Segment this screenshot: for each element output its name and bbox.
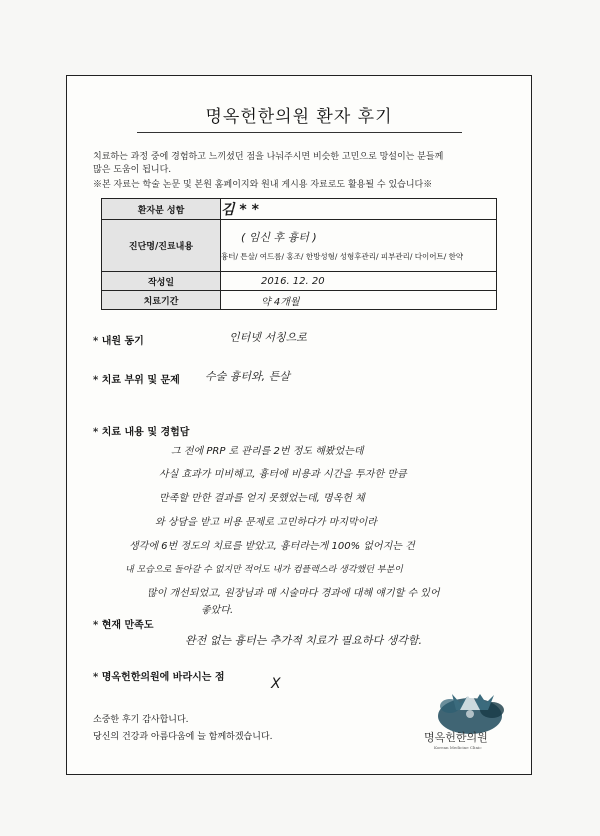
review-form [66,75,532,775]
period-value: 약 4개월 [221,291,497,310]
motivation-answer: 인터넷 서칭으로 [229,331,307,344]
experience-line-1: 그 전에 PRP 로 관리를 2번 정도 해봤었는데 [171,446,364,457]
treatment-area-answer: 수술 흉터와, 튼살 [205,370,290,383]
experience-line-4: 와 상담을 받고 비용 문제로 고민하다가 마지막이라 [155,517,377,528]
diagnosis-label: 진단명/진료내용 [102,220,221,272]
date-label: 작성일 [102,272,221,291]
experience-line-8: 좋았다. [201,605,234,616]
clinic-logo-subtitle: Korean Medicine Clinic [434,745,482,750]
motivation-label: * 내원 동기 [93,336,144,347]
closing-text: 당신의 건강과 아름다움에 늘 함께하겠습니다. [93,732,273,742]
clinic-logo-name: 명옥헌한의원 [424,731,488,744]
intro-line-2: 많은 도움이 됩니다. [93,165,172,175]
thanks-text: 소중한 후기 감사합니다. [93,715,189,725]
diagnosis-value: ( 임신 후 흉터 ) [241,231,317,244]
experience-line-6: 내 모습으로 돌아갈 수 없지만 적어도 내가 컴플렉스라 생각했던 부분이 [125,565,403,575]
intro-line-1: 치료하는 과정 중에 경험하고 느끼셨던 점을 나눠주시면 비슷한 고민으로 망설이는 분들께 [93,152,444,162]
date-value: 2016. 12. 20 [221,272,497,291]
patient-info-table [101,198,497,310]
satisfaction-label: * 현재 만족도 [93,620,154,631]
intro-notice: ※본 자료는 학술 논문 및 본원 홈페이지와 원내 게시용 자료로도 활용될 수 있습니다※ [93,180,433,190]
experience-line-3: 만족할 만한 결과를 얻지 못했었는데, 명옥헌 체 [159,493,365,504]
period-label: 치료기간 [102,291,221,310]
title-underline [137,132,462,133]
experience-label: * 치료 내용 및 경험담 [93,427,190,438]
name-value: 김 * * [221,199,497,220]
experience-line-5: 생각에 6번 정도의 치료를 받았고, 흉터라는게 100% 없어지는 건 [129,541,415,552]
form-title: 명옥헌한의원 환자 후기 [205,107,393,127]
satisfaction-answer: 완전 없는 흉터는 추가적 치료가 필요하다 생각함. [185,634,422,647]
diagnosis-options: 흉터/ 튼살/ 여드름/ 홍조/ 한방성형/ 성형후관리/ 피부관리/ 다이어트/ 한약 [221,252,464,261]
name-label: 환자분 성함 [102,199,221,220]
wishes-label: * 명옥헌한의원에 바라시는 점 [93,672,225,683]
treatment-area-label: * 치료 부위 및 문제 [93,375,180,386]
wishes-answer: X [271,676,281,692]
experience-line-7: 많이 개선되었고, 원장님과 매 시술마다 경과에 대해 얘기할 수 있어 [147,588,440,599]
experience-line-2: 사실 효과가 미비해고, 흉터에 비용과 시간을 투자한 만큼 [159,469,407,480]
